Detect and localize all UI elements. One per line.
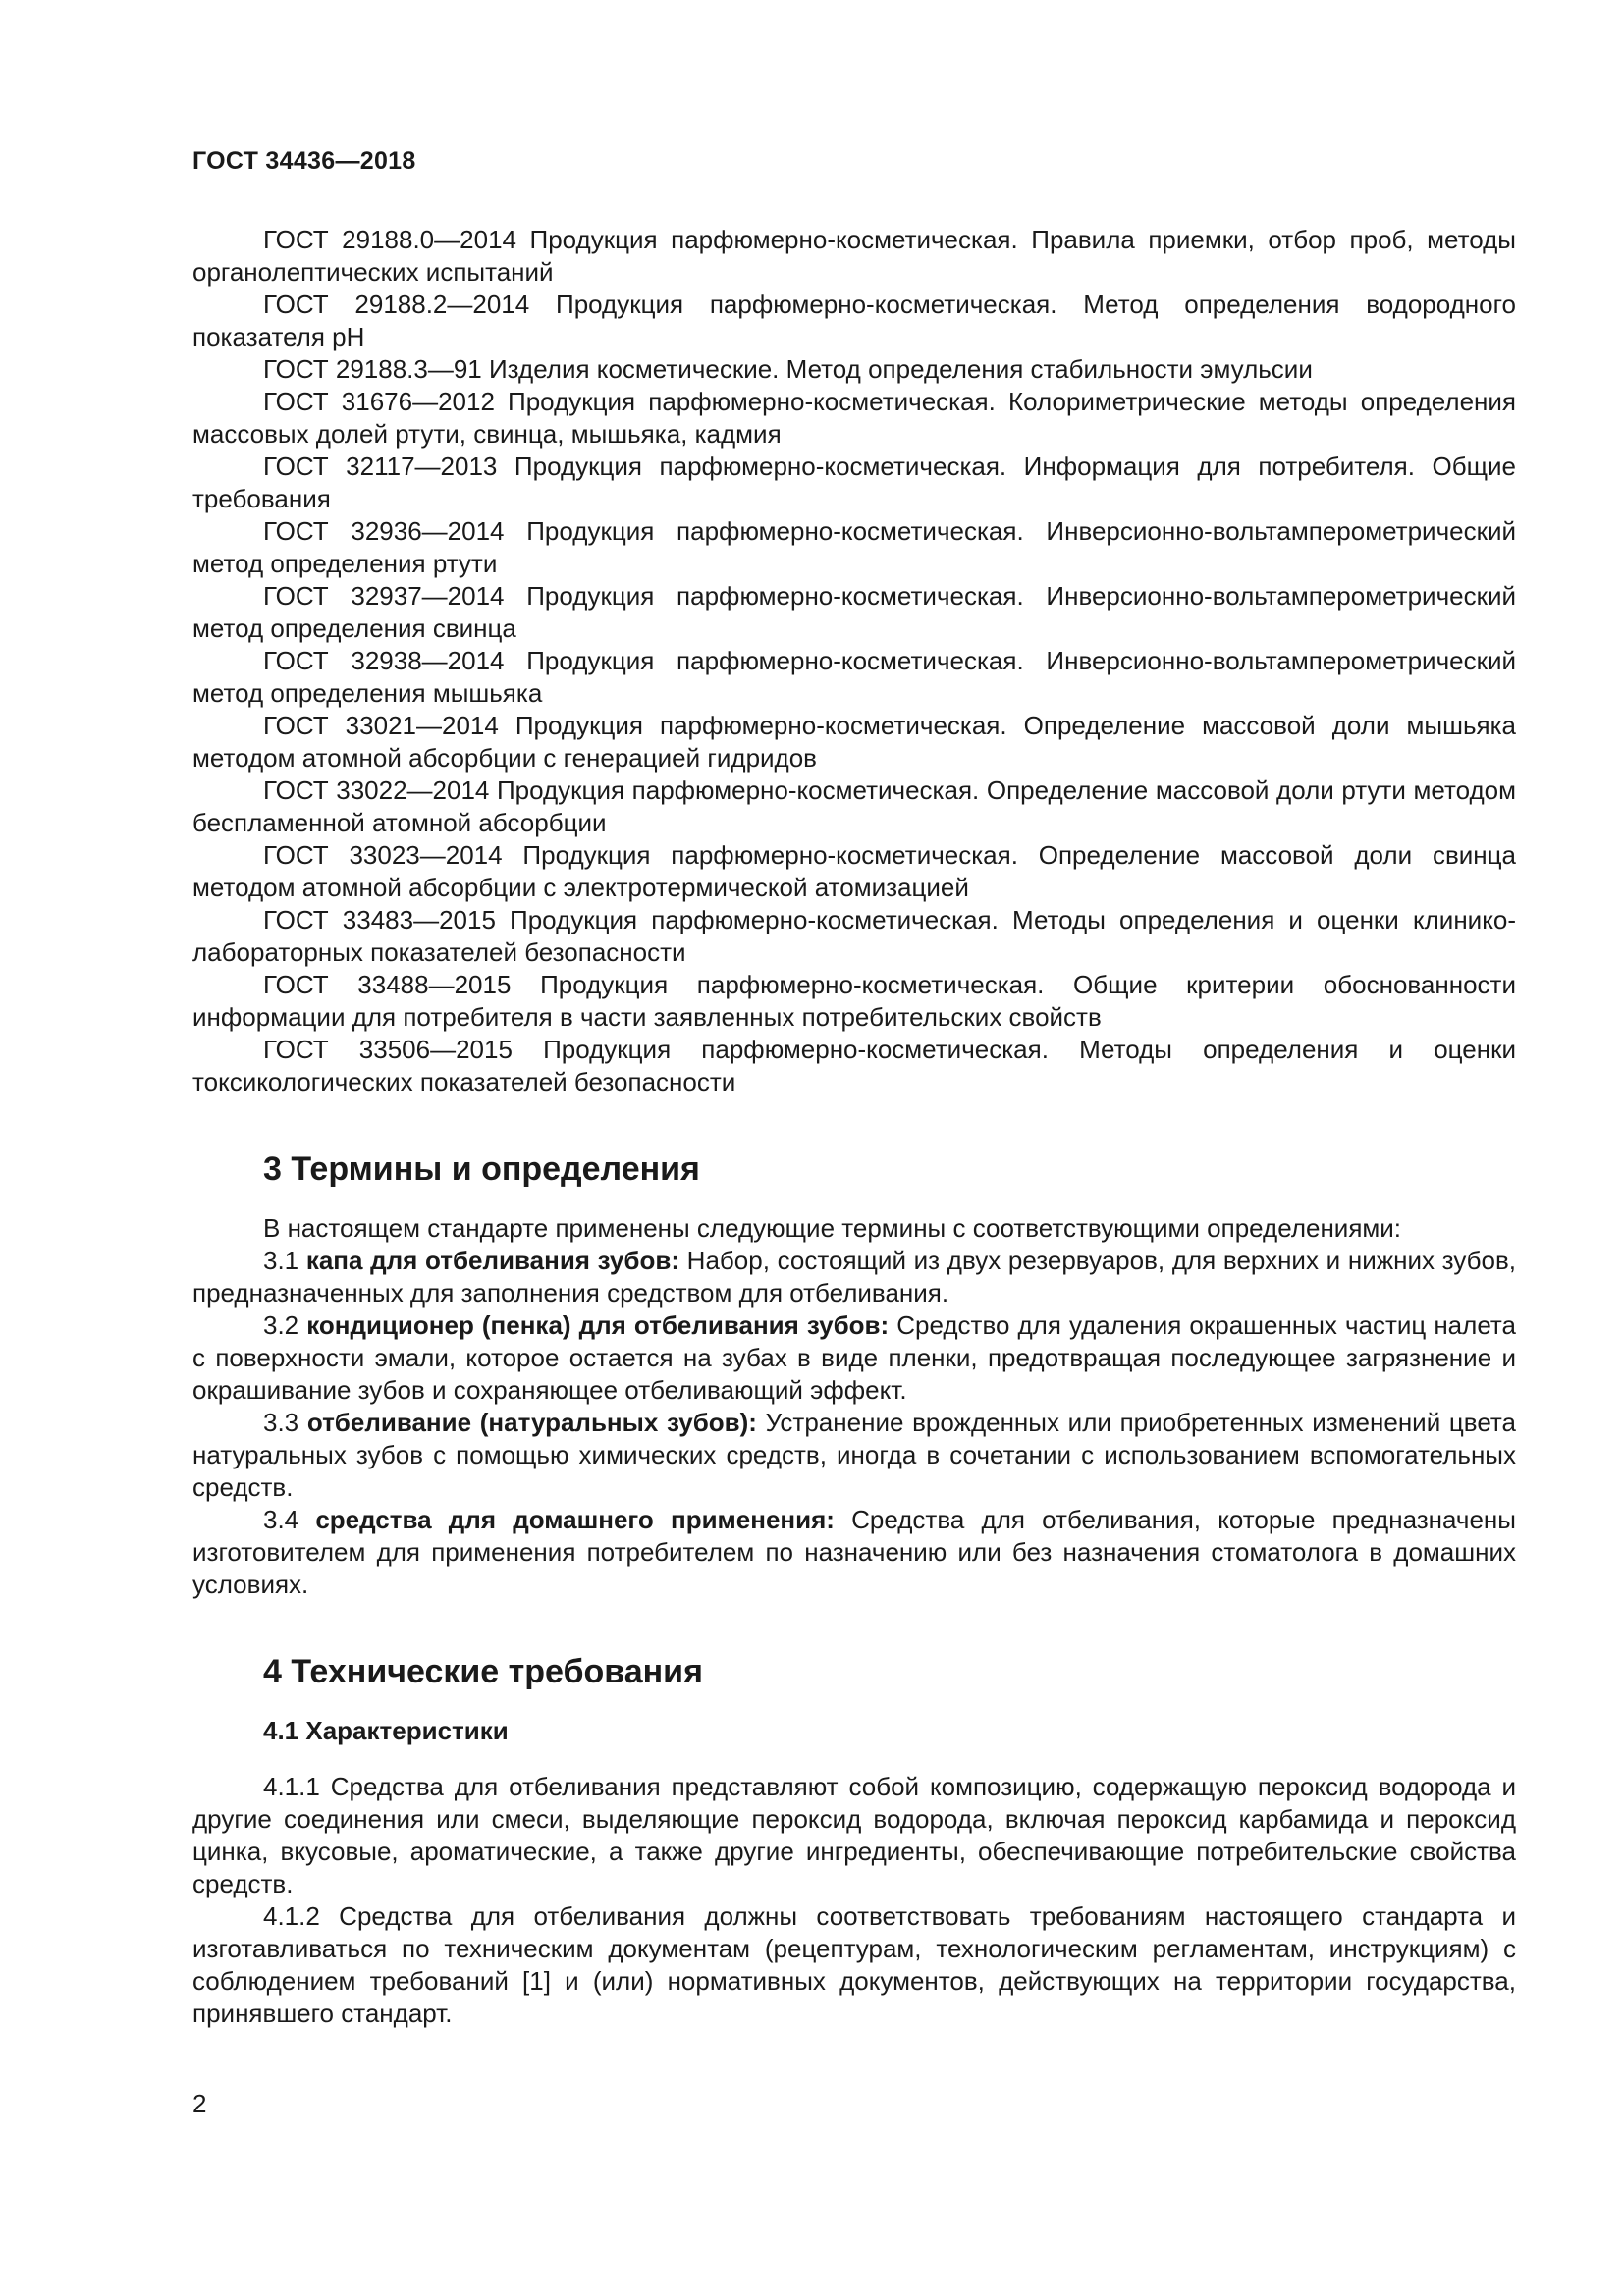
normative-references-list bbox=[192, 224, 1516, 1098]
term-definition bbox=[192, 1504, 1516, 1601]
reference-item: ГОСТ 32117—2013 Продукция парфюмерно-косметическая. Информация для потребителя. Общие требования bbox=[192, 452, 1516, 513]
term-number: 3.2 bbox=[263, 1310, 307, 1340]
term-name: отбеливание (натуральных зубов): bbox=[306, 1408, 757, 1437]
reference-item: ГОСТ 32938—2014 Продукция парфюмерно-косметическая. Инверсионно-вольтамперометрический метод определения мышьяка bbox=[192, 646, 1516, 708]
reference-item: ГОСТ 29188.0—2014 Продукция парфюмерно-косметическая. Правила приемки, отбор проб, методы органолептических испытаний bbox=[192, 225, 1516, 287]
term-text: Набор, состоящий из двух резервуаров, для верхних и нижних зубов, предназначенных для заполнения средством для отбеливания. bbox=[192, 1246, 1516, 1308]
section-3-heading: 3 Термины и определения bbox=[263, 1150, 700, 1188]
reference-item: ГОСТ 33022—2014 Продукция парфюмерно-косметическая. Определение массовой доли ртути методом беспламенной атомной абсорбции bbox=[192, 775, 1516, 837]
reference-item: ГОСТ 29188.3—91 Изделия косметические. Метод определения стабильности эмульсии bbox=[263, 354, 1313, 384]
standard-id-header: ГОСТ 34436—2018 bbox=[192, 147, 416, 175]
reference-item: ГОСТ 31676—2012 Продукция парфюмерно-косметическая. Колориметрические методы определения массовых долей ртути, свинца, мышьяка, кадмия bbox=[192, 387, 1516, 449]
term-text: Средства для отбеливания, которые предназначены изготовителем для применения потребителем по назначению или без назначения стоматолога в домашних условиях. bbox=[192, 1505, 1516, 1599]
reference-item: ГОСТ 33488—2015 Продукция парфюмерно-косметическая. Общие критерии обоснованности информации для потребителя в части заявленных потребительских свойств bbox=[192, 970, 1516, 1032]
term-number: 3.4 bbox=[263, 1505, 316, 1534]
section-3-intro: В настоящем стандарте применены следующие термины с соответствующими определениями: bbox=[263, 1213, 1402, 1243]
term-text: Средство для удаления окрашенных частиц налета с поверхности эмали, которое остается на зубах в виде пленки, предотвращая последующее загрязнение и окрашивание зубов и сохраняющее отбеливающий эффект. bbox=[192, 1310, 1516, 1405]
reference-item: ГОСТ 32937—2014 Продукция парфюмерно-косметическая. Инверсионно-вольтамперометрический метод определения свинца bbox=[192, 581, 1516, 643]
reference-item: ГОСТ 33483—2015 Продукция парфюмерно-косметическая. Методы определения и оценки клинико-лабораторных показателей безопасности bbox=[192, 905, 1516, 967]
term-definition bbox=[192, 1407, 1516, 1504]
term-number: 3.3 bbox=[263, 1408, 307, 1437]
term-text: Устранение врожденных или приобретенных изменений цвета натуральных зубов с помощью химических средств, иногда в сочетании с использованием вспомогательных средств. bbox=[192, 1408, 1516, 1502]
page-content bbox=[192, 224, 1516, 2030]
reference-item: ГОСТ 33506—2015 Продукция парфюмерно-косметическая. Методы определения и оценки токсикологических показателей безопасности bbox=[192, 1035, 1516, 1096]
term-name: кондиционер (пенка) для отбеливания зубов: bbox=[306, 1310, 890, 1340]
section-4-body bbox=[192, 1771, 1516, 2030]
term-number: 3.1 bbox=[263, 1246, 306, 1275]
page-number: 2 bbox=[192, 2089, 207, 2118]
requirement-paragraph: 4.1.1 Средства для отбеливания представляют собой композицию, содержащую пероксид водорода и другие соединения или смеси, выделяющие пероксид водорода, включая пероксид карбамида и пероксид цинка, вкусовые, ароматические, а также другие ингредиенты, обеспечивающие потребительские свойства средств. bbox=[192, 1772, 1516, 1898]
requirement-paragraph: 4.1.2 Средства для отбеливания должны соответствовать требованиям настоящего стандарта и изготавливаться по техническим документам (рецептурам, технологическим регламентам, инструкциям) с соблюдением требований [1] и (или) нормативных документов, действующих на территории государства, принявшего стандарт. bbox=[192, 1901, 1516, 2028]
section-4-heading: 4 Технические требования bbox=[263, 1653, 703, 1690]
reference-item: ГОСТ 33023—2014 Продукция парфюмерно-косметическая. Определение массовой доли свинца методом атомной абсорбции с электротермической атомизацией bbox=[192, 840, 1516, 902]
term-name: капа для отбеливания зубов: bbox=[305, 1246, 679, 1275]
reference-item: ГОСТ 29188.2—2014 Продукция парфюмерно-косметическая. Метод определения водородного показателя рН bbox=[192, 290, 1516, 351]
term-definition bbox=[192, 1245, 1516, 1309]
term-definition bbox=[192, 1309, 1516, 1407]
section-3-body bbox=[192, 1212, 1516, 1601]
subsection-4-1-heading: 4.1 Характеристики bbox=[263, 1716, 509, 1745]
reference-item: ГОСТ 33021—2014 Продукция парфюмерно-косметическая. Определение массовой доли мышьяка методом атомной абсорбции с генерацией гидридов bbox=[192, 711, 1516, 773]
term-name: средства для домашнего применения: bbox=[315, 1505, 835, 1534]
reference-item: ГОСТ 32936—2014 Продукция парфюмерно-косметическая. Инверсионно-вольтамперометрический метод определения ртути bbox=[192, 516, 1516, 578]
